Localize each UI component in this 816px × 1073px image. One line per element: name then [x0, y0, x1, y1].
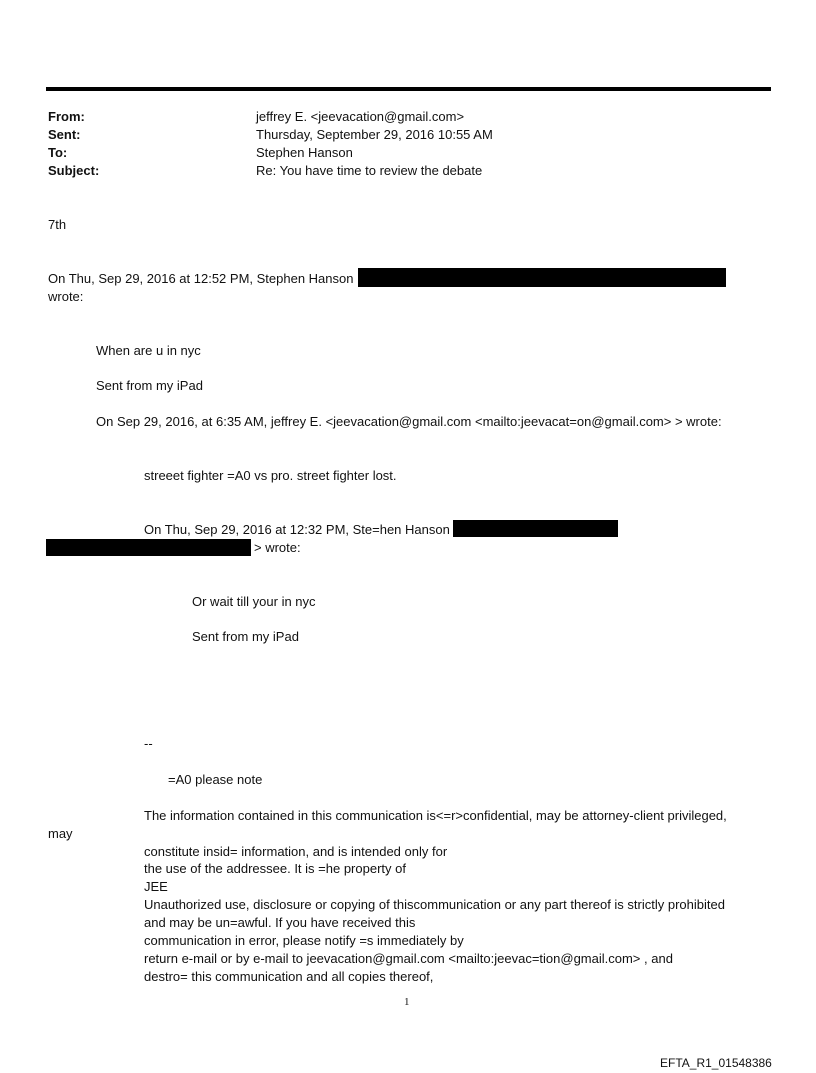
subject-label: Subject: — [48, 163, 100, 178]
to-label: To: — [48, 145, 68, 160]
subject-value: Re: You have time to review the debate — [256, 163, 483, 178]
signature-separator: -- — [144, 736, 153, 751]
redaction-block — [453, 520, 618, 537]
reply-text: 7th — [48, 217, 67, 232]
page-number: 1 — [404, 996, 410, 1008]
redaction-block — [358, 268, 726, 287]
disclaimer-line: The information contained in this communication is<=r>confidential, may be attorney-client privileged, — [144, 808, 727, 823]
from-value: jeffrey E. <jeevacation@gmail.com> — [256, 109, 465, 124]
sent-value: Thursday, September 29, 2016 10:55 AM — [256, 127, 493, 142]
quoted-message-line: When are u in nyc — [96, 343, 201, 358]
document-id: EFTA_R1_01548386 — [660, 1056, 772, 1070]
disclaimer-line: the use of the addressee. It is =he property of — [144, 861, 406, 876]
disclaimer-line: JEE — [144, 879, 168, 894]
from-label: From: — [48, 109, 85, 124]
quote-intro-3: On Thu, Sep 29, 2016 at 12:32 PM, Ste=hen Hanson — [144, 522, 450, 537]
signature-note: =A0 please note — [168, 772, 263, 787]
disclaimer-line: return e-mail or by e-mail to jeevacation@gmail.com <mailto:jeevac=tion@gmail.com> , and — [144, 951, 673, 966]
disclaimer-line: constitute insid= information, and is intended only for — [144, 844, 448, 859]
quoted-signature-line: Sent from my iPad — [96, 378, 203, 393]
to-value: Stephen Hanson — [256, 145, 353, 160]
disclaimer-line: destro= this communication and all copies thereof, — [144, 969, 434, 984]
redaction-block — [46, 539, 251, 556]
quote-intro-3-wrote: > wrote: — [254, 540, 301, 555]
disclaimer-line: communication in error, please notify =s immediately by — [144, 933, 464, 948]
quoted-message-line-3: Or wait till your in nyc — [192, 594, 316, 609]
disclaimer-wrap: may — [48, 826, 73, 841]
disclaimer-line: Unauthorized use, disclosure or copying of thiscommunication or any part thereof is strictly prohibited — [144, 897, 725, 912]
quote-intro-1: On Thu, Sep 29, 2016 at 12:52 PM, Stephen Hanson — [48, 271, 354, 286]
quote-intro-2: On Sep 29, 2016, at 6:35 AM, jeffrey E. <jeevacation@gmail.com <mailto:jeevacat=on@gmail.com> > wrote: — [96, 414, 722, 429]
disclaimer-line: and may be un=awful. If you have received this — [144, 915, 416, 930]
header-rule — [46, 87, 771, 91]
quoted-signature-line-3: Sent from my iPad — [192, 629, 299, 644]
sent-label: Sent: — [48, 127, 81, 142]
quote-intro-1-wrote: wrote: — [48, 289, 84, 304]
quoted-message-line-2: streeet fighter =A0 vs pro. street fighter lost. — [144, 468, 397, 483]
